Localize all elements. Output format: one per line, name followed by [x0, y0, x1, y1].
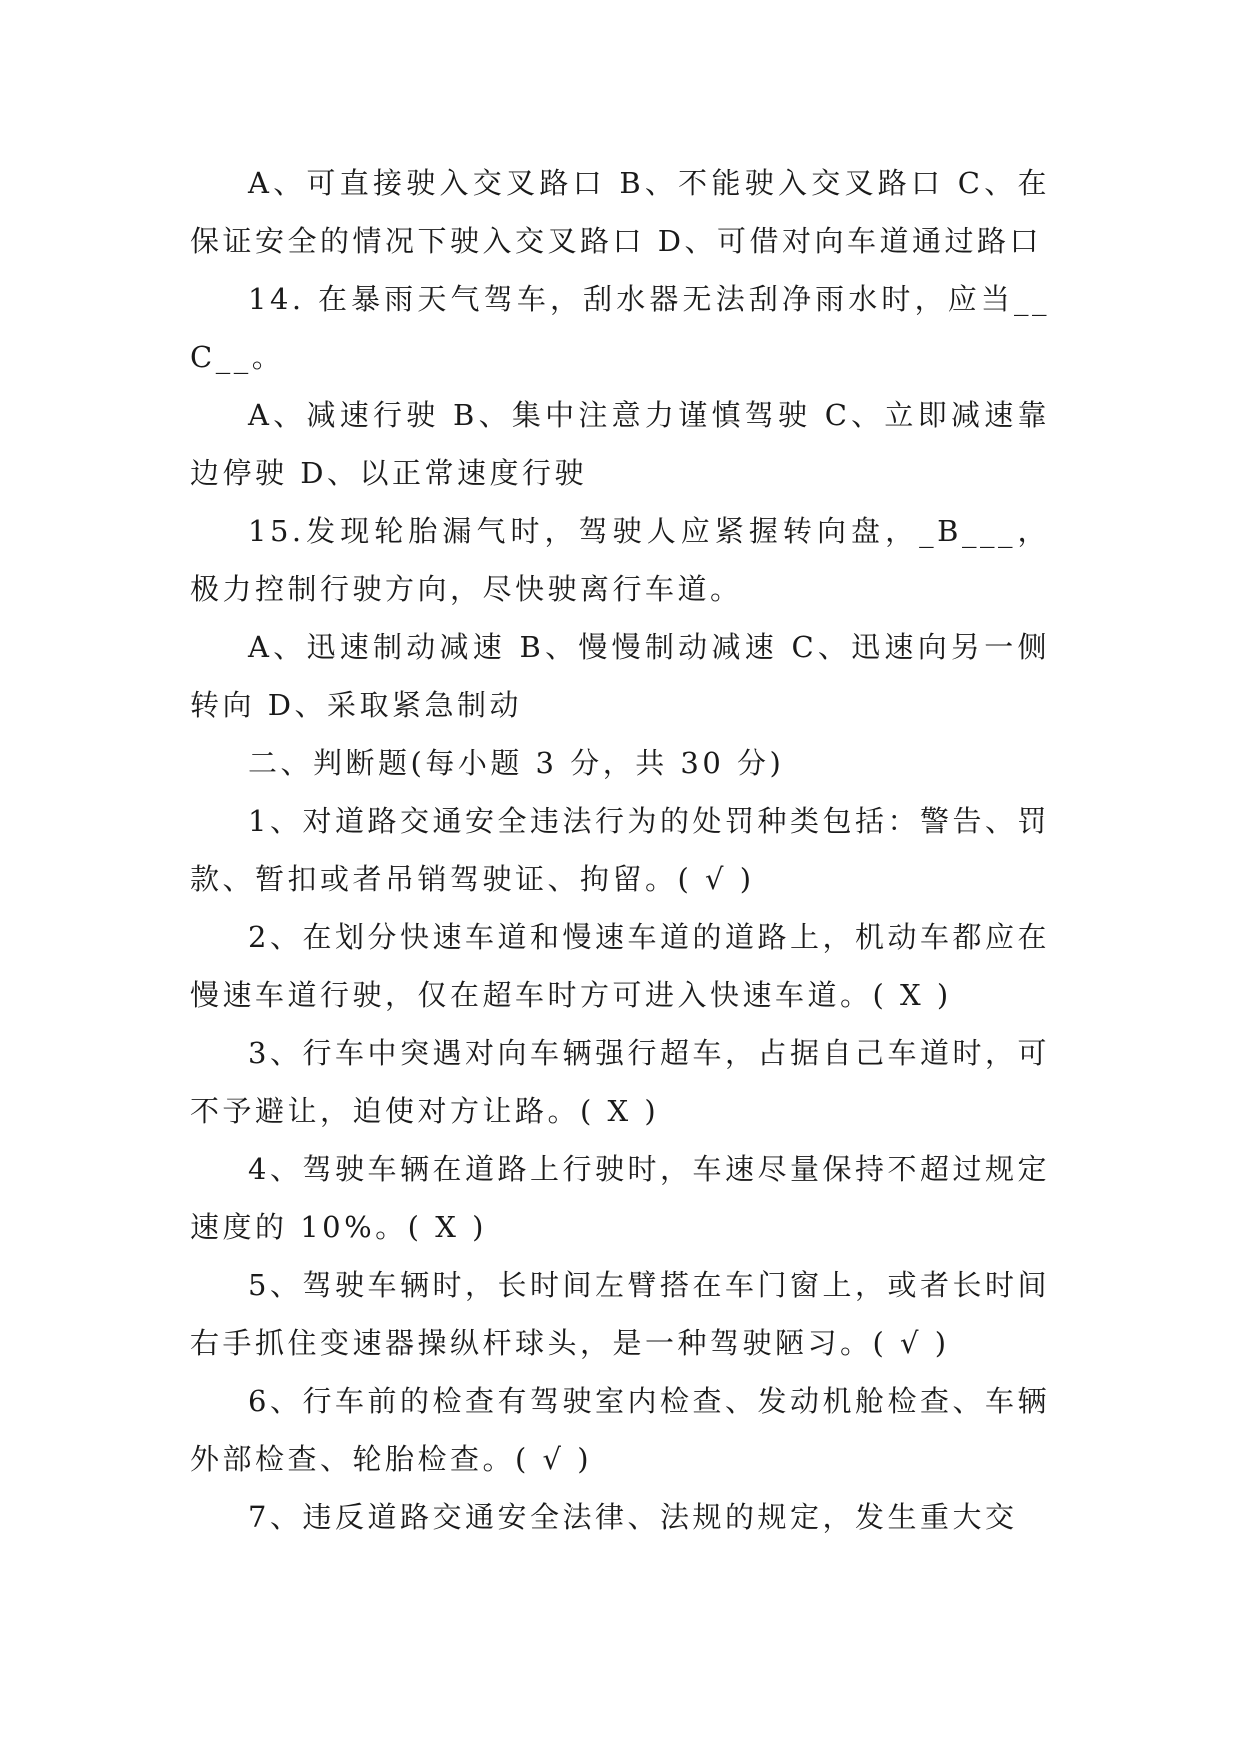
- tf-question-6: 6、行车前的检查有驾驶室内检查、发动机舱检查、车辆外部检查、轮胎检查。( √ ): [190, 1384, 1050, 1476]
- section-heading-true-false: 二、判断题(每小题 3 分，共 30 分): [248, 746, 785, 780]
- tf-question-5: 5、驾驶车辆时，长时间左臂搭在车门窗上，或者长时间右手抓住变速器操纵杆球头，是一种驾驶陋习。( √ ): [190, 1268, 1050, 1360]
- document-body: [190, 154, 1050, 1546]
- tf-question-3: 3、行车中突遇对向车辆强行超车，占据自己车道时，可不予避让，迫使对方让路。( X ): [190, 1036, 1050, 1128]
- tf-question-4: 4、驾驶车辆在道路上行驶时，车速尽量保持不超过规定速度的 10%。( X ): [190, 1152, 1050, 1244]
- options-q14: A、减速行驶 B、集中注意力谨慎驾驶 C、立即减速靠边停驶 D、以正常速度行驶: [190, 398, 1050, 490]
- options-q15: A、迅速制动减速 B、慢慢制动减速 C、迅速向另一侧转向 D、采取紧急制动: [190, 630, 1050, 722]
- tf-question-7: 7、违反道路交通安全法律、法规的规定，发生重大交: [248, 1500, 1018, 1534]
- option-line-q13: A、可直接驶入交叉路口 B、不能驶入交叉路口 C、在保证安全的情况下驶入交叉路口 D、可借对向车道通过路口: [190, 166, 1050, 258]
- tf-question-2: 2、在划分快速车道和慢速车道的道路上，机动车都应在慢速车道行驶，仅在超车时方可进入快速车道。( X ): [190, 920, 1050, 1012]
- question-14: 14. 在暴雨天气驾车，刮水器无法刮净雨水时，应当__C__。: [190, 282, 1050, 374]
- question-15: 15.发现轮胎漏气时，驾驶人应紧握转向盘，_B___，极力控制行驶方向，尽快驶离行车道。: [190, 514, 1050, 606]
- tf-question-1: 1、对道路交通安全违法行为的处罚种类包括：警告、罚款、暂扣或者吊销驾驶证、拘留。( √ ): [190, 804, 1050, 896]
